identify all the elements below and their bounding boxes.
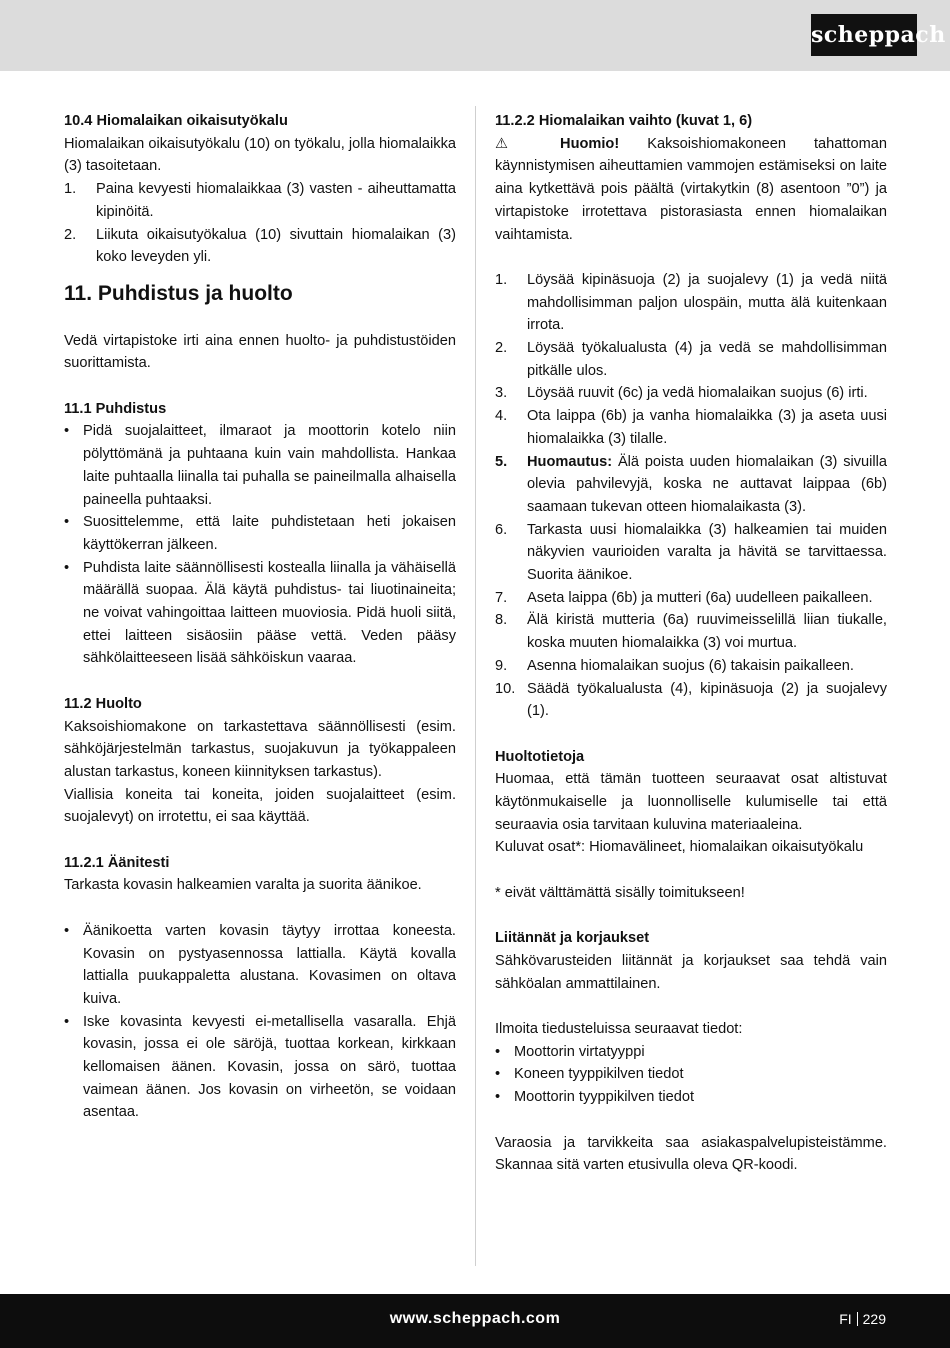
section-11-2-1-bullets	[64, 920, 456, 1124]
page-number	[839, 1294, 886, 1344]
section-10-4-title: 10.4 Hiomalaikan oikaisutyökalu	[64, 113, 288, 129]
left-column	[64, 110, 456, 1124]
list-item: 2. Liikuta oikaisutyökalua (10) sivuttain hiomalaikan (3) koko leveyden yli.	[64, 226, 456, 266]
list-item: 10. Säädä työkalualusta (4), kipinäsuoja (2) ja suojalevy (1).	[495, 680, 887, 720]
language-code: FI	[839, 1311, 852, 1327]
connections-title: Liitännät ja korjaukset	[495, 930, 650, 947]
list-item: • Suosittelemme, että laite puhdistetaan heti jokaisen käyttökerran jälkeen.	[64, 511, 456, 556]
list-item: 5. Huomautus: Älä poista uuden hiomalaikan (3) sivuilla olevia pahvilevyjä, koska ne auttavat laippaa (6b) saamaan tukevan otteen hiomalaikasta (3).	[495, 453, 887, 515]
column-divider	[475, 106, 476, 1266]
list-item: • Moottorin tyyppikilven tiedot	[495, 1086, 887, 1109]
service-info-text-2: Kuluvat osat*: Hiomavälineet, hiomalaikan oikaisutyökalu	[495, 839, 864, 856]
connections-text: Sähkövarusteiden liitännät ja korjaukset saa tehdä vain sähköalan ammattilainen.	[495, 952, 887, 992]
note-label: Huomautus:	[527, 453, 613, 470]
list-item: • Iske kovasinta kevyesti ei-metallisella vasaralla. Ehjä kovasin, jossa ei ole säröjä, tuottaa korkean, kirkkaan kellomaisen äänen. Kovasin, jossa on särö, tuottaa vaimean äänen. Jos kovasin on virheetön, se voidaan asentaa.	[64, 1011, 456, 1125]
inquiry-bullets	[495, 1041, 887, 1109]
list-item: 6. Tarkasta uusi hiomalaikka (3) halkeamien tai muiden näkyvien vaurioiden varalta ja hävitä se tarvittaessa. Suorita äänikoe.	[495, 521, 887, 584]
warning-text: Kaksoishiomakoneen tahattoman käynnistymisen aiheuttamien vammojen estämiseksi on laite aina kytkettävä pois päältä (virtakytkin (8) asentoon ”0”) ja virtapistoke irrotettava pistorasiasta ennen hiomalaikan vaihtamista.	[495, 135, 887, 243]
list-item: • Äänikoetta varten kovasin täytyy irrottaa koneesta. Kovasin on pystyasennossa lattialla. Käytä kovalla lattialla puukappaletta alustana. Kovasimen on oltava kuiva.	[64, 920, 456, 1011]
section-11-2-2-title: 11.2.2 Hiomalaikan vaihto (kuvat 1, 6)	[495, 113, 753, 129]
brand-logo: scheppach	[811, 14, 917, 56]
section-11-2-title: 11.2 Huolto	[64, 695, 142, 712]
replacement-steps	[495, 269, 887, 723]
section-11-1-bullets	[64, 420, 456, 670]
list-item: • Koneen tyyppikilven tiedot	[495, 1063, 887, 1086]
list-item: • Pidä suojalaitteet, ilmaraot ja moottorin kotelo niin pölyttömänä ja puhtaana kuin vain mahdollista. Hankaa laite puhtaalla liinalla tai puhalla se paineilmalla alhaisella paineella puhtaaksi.	[64, 420, 456, 511]
section-11-2-text-1: Kaksoishiomakone on tarkastettava säännöllisesti (esim. sähköjärjestelmän tarkastus, suojakuvun ja työkappaleen alustan tarkastus, koneen kiinnityksen tarkastus).	[64, 718, 456, 780]
list-item: • Puhdista laite säännöllisesti kostealla liinalla ja vähäisellä määrällä suopaa. Älä käytä puhdistus- tai liuotinaineita; ne voivat vahingoittaa laitteen muoviosia. Pidä huoli siitä, ettei laitteen sisäosiin pääse vettä. Veden pääsy sähkölaitteeseen lisää sähköiskun vaaraa.	[64, 557, 456, 671]
section-11-1-title: 11.1 Puhdistus	[64, 400, 167, 417]
section-11-2-text-2: Viallisia koneita tai koneita, joiden suojalaitteet (esim. suojalevyt) on irrotettu, ei saa käyttää.	[64, 786, 456, 826]
list-item: 9. Asenna hiomalaikan suojus (6) takaisin paikalleen.	[495, 657, 854, 674]
service-info-text-1: Huomaa, että tämän tuotteen seuraavat osat altistuvat käytönmukaiselle ja luonnolliselle kulumiselle tai että seuraavia osia tarvitaan kuluvina materiaaleina.	[495, 771, 887, 833]
list-item: 8. Älä kiristä mutteria (6a) ruuvimeisselillä liian tiukalle, koska muuten hiomalaikka (3) voi murtua.	[495, 612, 887, 652]
section-11-2-1-title: 11.2.1 Äänitesti	[64, 854, 170, 871]
separator	[857, 1312, 858, 1326]
footnote: * eivät välttämättä sisälly toimitukseen!	[495, 884, 745, 901]
section-10-4-text: Hiomalaikan oikaisutyökalu (10) on työkalu, jolla hiomalaikka (3) tasoitetaan.	[64, 135, 456, 175]
right-column	[495, 110, 887, 1177]
list-item: 7. Aseta laippa (6b) ja mutteri (6a) uudelleen paikalleen.	[495, 589, 873, 606]
page-num: 229	[862, 1311, 886, 1327]
spare-parts-text: Varaosia ja tarvikkeita saa asiakaspalvelupisteistämme. Skannaa sitä varten etusivulla oleva QR-koodi.	[495, 1134, 887, 1174]
list-item: • Moottorin virtatyyppi	[495, 1041, 887, 1064]
list-item: 4. Ota laippa (6b) ja vanha hiomalaikka (3) ja aseta uusi hiomalaikka (3) tilalle.	[495, 408, 887, 447]
section-11-2-1-text: Tarkasta kovasin halkeamien varalta ja suorita äänikoe.	[64, 877, 422, 894]
top-bar	[0, 0, 950, 71]
section-11-text: Vedä virtapistoke irti aina ennen huolto- ja puhdistustöiden suorittamista.	[64, 332, 456, 372]
list-item: 2. Löysää työkalualusta (4) ja vedä se mahdollisimman pitkälle ulos.	[495, 340, 887, 379]
list-item: 1. Paina kevyesti hiomalaikkaa (3) vasten - aiheuttamatta kipinöitä.	[64, 181, 456, 220]
website-link[interactable]: www.scheppach.com	[389, 1310, 561, 1327]
warning-label: Huomio!	[560, 135, 620, 152]
inquiry-text: Ilmoita tiedusteluissa seuraavat tiedot:	[495, 1021, 743, 1038]
list-item: 1. Löysää kipinäsuoja (2) ja suojalevy (1) ja vedä niitä mahdollisimman paljon ulospäin, mutta älä kuitenkaan irrota.	[495, 271, 887, 334]
list-item: 3. Löysää ruuvit (6c) ja vedä hiomalaikan suojus (6) irti.	[495, 385, 868, 402]
service-info-title: Huoltotietoja	[495, 748, 585, 765]
section-11-title: 11. Puhdistus ja huolto	[64, 281, 293, 305]
warning-icon: ⚠	[495, 135, 533, 152]
footer	[0, 1294, 950, 1348]
section-10-4-steps	[64, 178, 456, 269]
warning-paragraph	[495, 133, 887, 247]
